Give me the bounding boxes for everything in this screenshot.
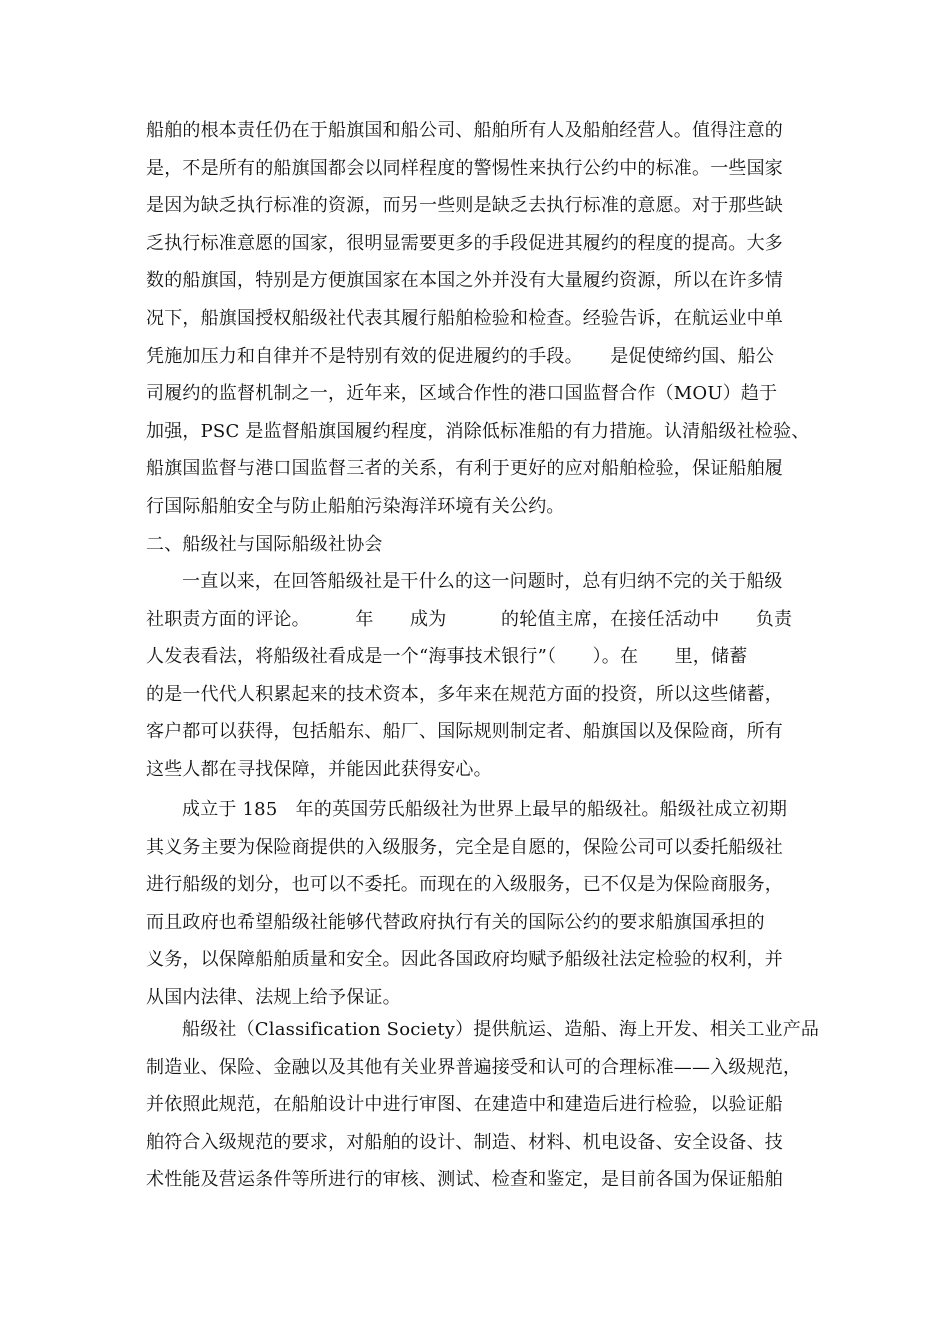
- text-line: 这些人都在寻找保障，并能因此获得安心。: [146, 758, 492, 780]
- text-line: 船舶的根本责任仍在于船旗国和船公司、船舶所有人及船舶经营人。值得注意的: [146, 120, 783, 141]
- text-line: 是，不是所有的船旗国都会以同样程度的警惕性来执行公约中的标准。一些国家: [146, 157, 783, 179]
- text-line: 加强，PSC 是监督船旗国履约程度，消除低标准船的有力措施。认清船级社检验、: [146, 420, 810, 442]
- section-heading: 二、船级社与国际船级社协会: [146, 533, 383, 555]
- text-line: 行国际船舶安全与防止船舶污染海洋环境有关公约。: [146, 495, 565, 517]
- text-line: 其义务主要为保险商提供的入级服务，完全是自愿的，保险公司可以委托船级社: [146, 836, 783, 858]
- paragraph-1: [146, 112, 810, 563]
- paragraph-3: [146, 791, 806, 1017]
- text-line: 数的船旗国，特别是方便旗国家在本国之外并没有大量履约资源，所以在许多情: [146, 270, 783, 292]
- text-line: 况下，船旗国授权船级社代表其履行船舶检验和检查。经验告诉，在航运业中单: [146, 307, 783, 329]
- text-line: 进行船级的划分，也可以不委托。而现在的入级服务，已不仅是为保险商服务，: [146, 874, 783, 896]
- text-line: 制造业、保险、金融以及其他有关业界普遍接受和认可的合理标准——入级规范，: [146, 1056, 802, 1078]
- text-line: 船旗国监督与港口国监督三者的关系，有利于更好的应对船舶检验，保证船舶履: [146, 458, 783, 480]
- text-line: 并依照此规范，在船舶设计中进行审图、在建造中和建造后进行检验，以验证船: [146, 1094, 783, 1116]
- text-line: 客户都可以获得，包括船东、船厂、国际规则制定者、船旗国以及保险商，所有: [146, 721, 783, 743]
- text-line: 乏执行标准意愿的国家，很明显需要更多的手段促进其履约的程度的提高。大多: [146, 232, 783, 254]
- text-line: 人发表看法，将船级社看成是一个“海事技术银行”（ ）。在 里，储蓄: [146, 646, 748, 668]
- text-line: 术性能及营运条件等所进行的审核、测试、检查和鉴定，是目前各国为保证船舶: [146, 1169, 783, 1191]
- text-line: 一直以来，在回答船级社是干什么的这一问题时，总有归纳不完的关于船级: [182, 571, 783, 592]
- text-line: 凭施加压力和自律并不是特别有效的促进履约的手段。 是促使缔约国、船公: [146, 345, 774, 367]
- text-line: 船级社（Classification Society）提供航运、造船、海上开发、相关工业产品: [182, 1019, 820, 1040]
- text-line: 司履约的监督机制之一，近年来，区域合作性的港口国监督合作（MOU）趋于: [146, 383, 778, 405]
- text-line: 成立于 185 年的英国劳氏船级社为世界上最早的船级社。船级社成立初期: [182, 799, 788, 820]
- text-line: 义务，以保障船舶质量和安全。因此各国政府均赋予船级社法定检验的权利，并: [146, 949, 783, 971]
- text-line: 而且政府也希望船级社能够代替政府执行有关的国际公约的要求船旗国承担的: [146, 911, 765, 933]
- paragraph-2: [146, 563, 806, 789]
- paragraph-4: [146, 1011, 820, 1199]
- text-line: 从国内法律、法规上给予保证。: [146, 986, 401, 1008]
- text-line: 舶符合入级规范的要求，对船舶的设计、制造、材料、机电设备、安全设备、技: [146, 1131, 783, 1153]
- text-line: 是因为缺乏执行标准的资源，而另一些则是缺乏去执行标准的意愿。对于那些缺: [146, 195, 783, 217]
- text-line: 的是一代代人积累起来的技术资本，多年来在规范方面的投资，所以这些储蓄，: [146, 683, 783, 705]
- text-line: 社职责方面的评论。 年 成为 的轮值主席，在接任活动中 负责: [146, 608, 793, 630]
